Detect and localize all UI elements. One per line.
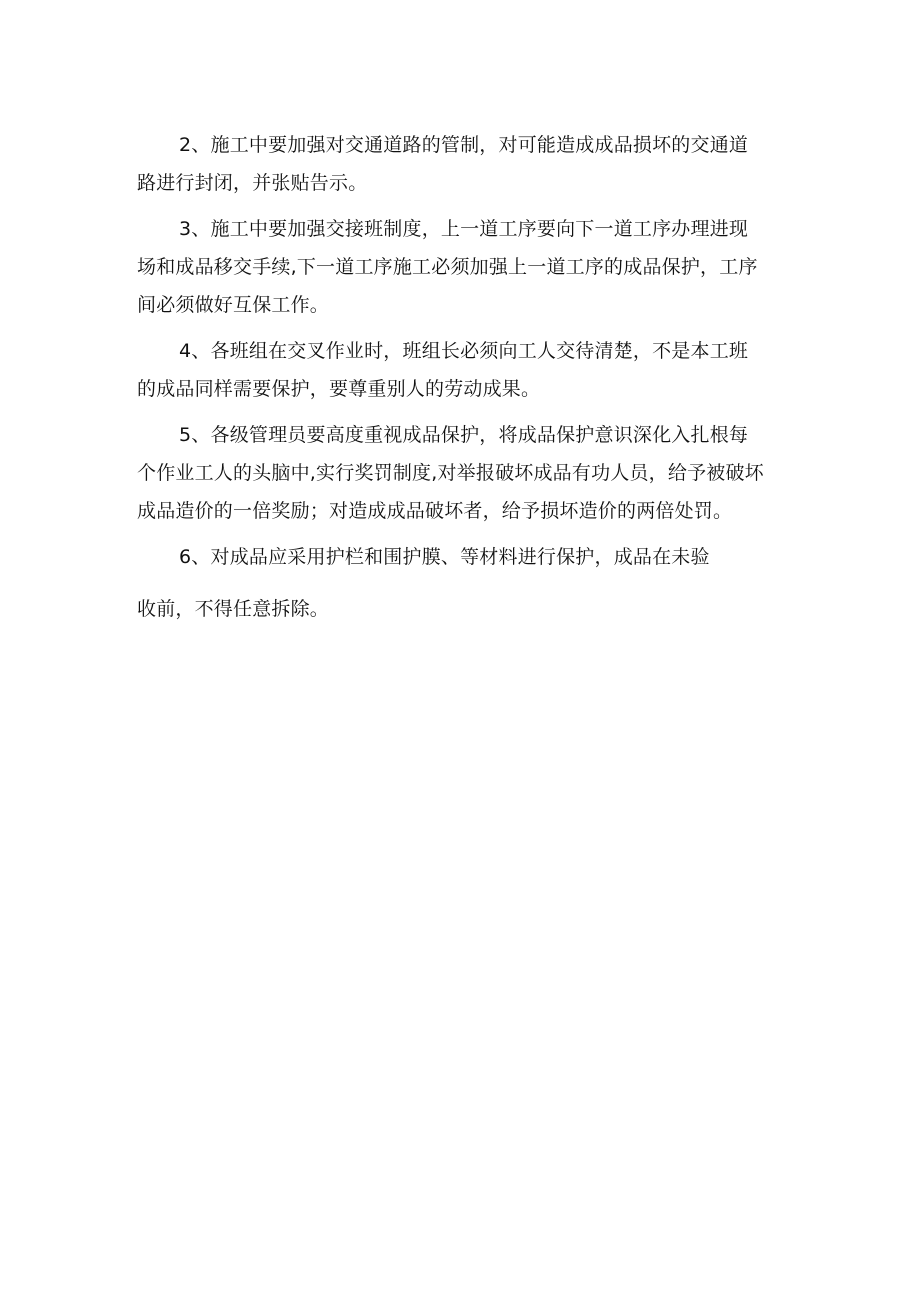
paragraph-3-line-1: 3、施工中要加强交接班制度，上一道工序要向下一道工序办理进现 [179,218,749,240]
paragraph-gap [137,324,783,332]
paragraph-4 [137,332,783,408]
paragraph-gap [137,530,783,538]
paragraph-4-line-1: 4、各班组在交叉作业时，班组长必须向工人交待清楚，不是本工班 [179,340,749,362]
paragraph-3-line-2: 场和成品移交手续,下一道工序施工必须加强上一道工序的成品保护，工序 [137,256,758,278]
document-body [137,126,783,628]
paragraph-6-line-1: 6、对成品应采用护栏和围护膜、等材料进行保护，成品在未验 [179,546,710,568]
paragraph-gap [137,202,783,210]
paragraph-2-line-2: 路进行封闭，并张贴告示。 [137,172,368,194]
paragraph-gap [137,408,783,416]
paragraph-6 [137,538,783,628]
paragraph-3-line-3: 间必须做好互保工作。 [137,294,330,316]
paragraph-5-line-1: 5、各级管理员要高度重视成品保护，将成品保护意识深化入扎根每 [179,424,749,446]
line-gap [137,576,783,590]
paragraph-5 [137,416,783,530]
paragraph-5-line-3: 成品造价的一倍奖励；对造成成品破坏者，给予损坏造价的两倍处罚。 [137,500,733,522]
paragraph-4-line-2: 的成品同样需要保护，要尊重别人的劳动成果。 [137,378,541,400]
paragraph-6-line-2: 收前，不得任意拆除。 [137,598,330,620]
paragraph-3 [137,210,783,324]
paragraph-5-line-2: 个作业工人的头脑中,实行奖罚制度,对举报破坏成品有功人员，给予被破坏 [137,462,764,484]
paragraph-2-line-1: 2、施工中要加强对交通道路的管制，对可能造成成品损坏的交通道 [179,134,749,156]
paragraph-2 [137,126,783,202]
